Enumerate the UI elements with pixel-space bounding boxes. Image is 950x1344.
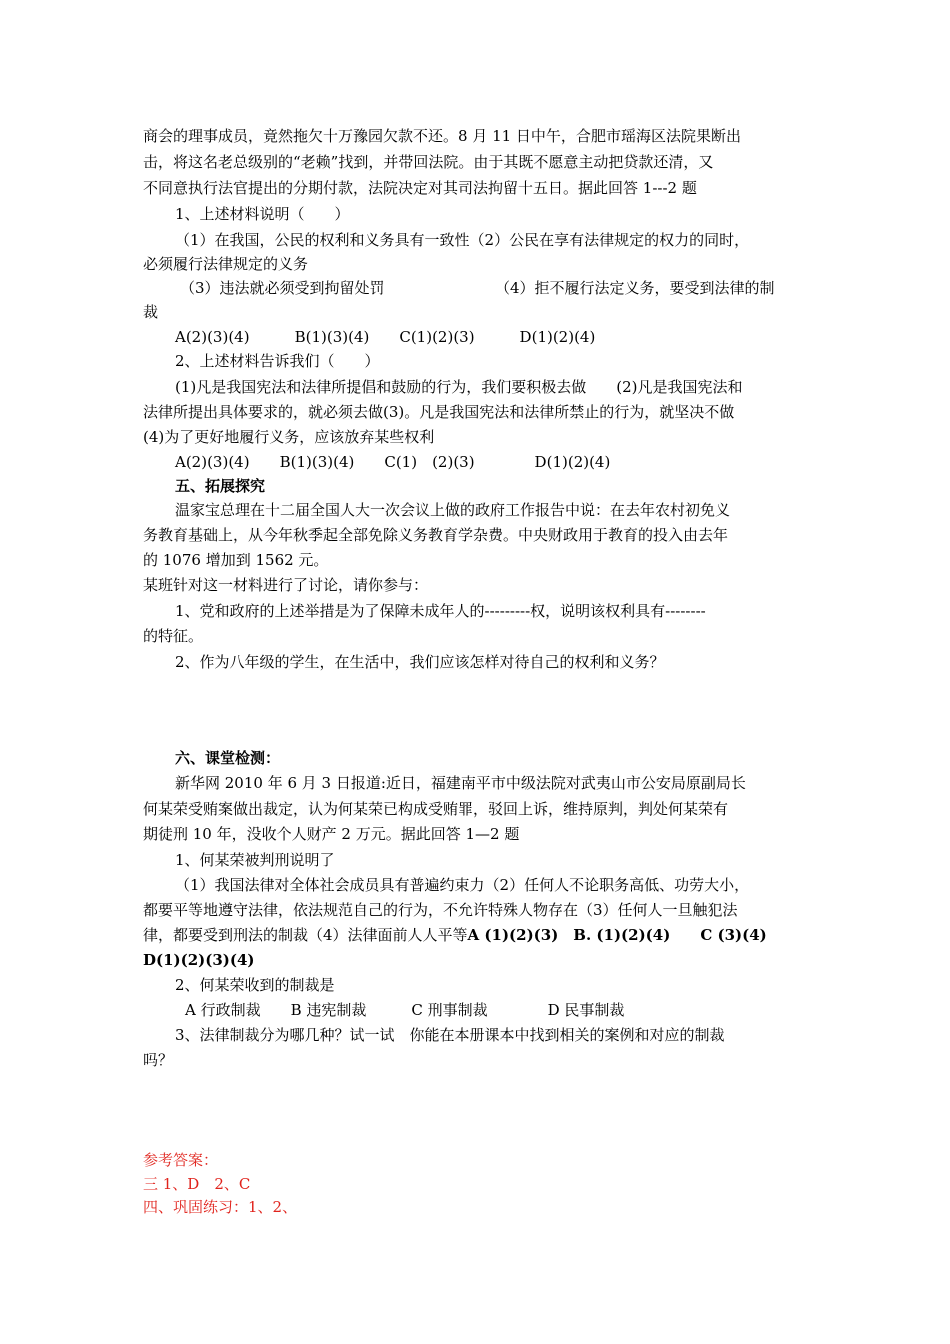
- answers-heading: 参考答案：: [143, 1151, 219, 1169]
- question-1-option-3: （3）违法就必须受到拘留处罚: [180, 279, 385, 297]
- question-2-choices: A(2)(3)(4) B(1)(3)(4) C(1) (2)(3) D(1)(2)(4): [175, 453, 611, 471]
- question-1-option-line-1: （1）在我国，公民的权利和义务具有一致性（2）公民在享有法律规定的权力的同时，: [175, 231, 750, 249]
- question-2-line-2: 法律所提出具体要求的，就必须去做(3)。凡是我国宪法和法律所禁止的行为，就坚决不做: [143, 403, 735, 421]
- question-1-option-line-2: 必须履行法律规定的义务: [143, 255, 309, 273]
- section-5-heading: 五、拓展探究: [175, 477, 266, 495]
- question-1-line-3-choices: A (1)(2)(3) B. (1)(2)(4) C (3)(4): [467, 926, 767, 944]
- section-5-question-2: 2、作为八年级的学生，在生活中，我们应该怎样对待自己的权利和义务？: [175, 653, 665, 671]
- section-5-para-3: 的 1076 增加到 1562 元。: [143, 551, 329, 569]
- question-1-option-4-cont: 裁: [143, 303, 159, 321]
- section-5-para-4: 某班针对这一材料进行了讨论，请你参与：: [143, 576, 429, 594]
- question-2-line-1: (1)凡是我国宪法和法律所提倡和鼓励的行为，我们要积极去做 (2)凡是我国宪法和: [175, 378, 743, 396]
- question-1-choices: A(2)(3)(4) B(1)(3)(4) C(1)(2)(3) D(1)(2)(4): [175, 328, 596, 346]
- section-6-question-2-choices: A 行政制裁 B 违宪制裁 C 刑事制裁 D 民事制裁: [185, 1001, 625, 1019]
- question-1-stem: 1、上述材料说明（ ）: [175, 205, 350, 223]
- section-6-question-1-line-2: 都要平等地遵守法律，依法规范自己的行为，不允许特殊人物存在（3）任何人一旦触犯法: [143, 901, 738, 919]
- question-2-stem: 2、上述材料告诉我们（ ）: [175, 352, 380, 370]
- section-5-para-1: 温家宝总理在十二届全国人大一次会议上做的政府工作报告中说：在去年农村初免义: [175, 501, 731, 519]
- section-5-para-2: 务教育基础上，从今年秋季起全部免除义务教育学杂费。中央财政用于教育的投入由去年: [143, 526, 729, 544]
- answers-line-2: 四、巩固练习：1、2、: [143, 1198, 298, 1216]
- material-line-3: 不同意执行法官提出的分期付款，法院决定对其司法拘留十五日。据此回答 1---2 题: [143, 179, 697, 197]
- section-6-question-2-stem: 2、何某荣收到的制裁是: [175, 976, 335, 994]
- section-6-question-1-line-3: [143, 924, 767, 946]
- section-6-question-3-line-1: 3、法律制裁分为哪几种？试一试 你能在本册课本中找到相关的案例和对应的制裁: [175, 1026, 725, 1044]
- question-2-line-3: (4)为了更好地履行义务，应该放弃某些权利: [143, 428, 435, 446]
- section-6-para-1: 新华网 2010 年 6 月 3 日报道:近日，福建南平市中级法院对武夷山市公安局原副局长: [175, 774, 746, 792]
- section-5-question-1-line-1: 1、党和政府的上述举措是为了保障未成年人的---------权，说明该权利具有--------: [175, 602, 706, 620]
- question-1-line-3-text: 律，都要受到刑法的制裁（4）法律面前人人平等: [143, 926, 468, 944]
- section-6-heading: 六、课堂检测：: [175, 749, 281, 767]
- question-1-option-4: （4）拒不履行法定义务，要受到法律的制: [495, 279, 775, 297]
- section-6-question-1-line-1: （1）我国法律对全体社会成员具有普遍约束力（2）任何人不论职务高低、功劳大小，: [175, 876, 750, 894]
- section-5-question-1-line-2: 的特征。: [143, 627, 204, 645]
- material-line-2: 击，将这名老总级别的“老赖”找到，并带回法院。由于其既不愿意主动把贷款还清，又: [143, 153, 714, 171]
- section-6-question-3-line-2: 吗？: [143, 1051, 174, 1069]
- answers-line-1: 三 1、D 2、C: [143, 1175, 251, 1193]
- section-6-question-1-stem: 1、何某荣被判刑说明了: [175, 851, 335, 869]
- section-6-para-3: 期徒刑 10 年，没收个人财产 2 万元。据此回答 1—2 题: [143, 825, 520, 843]
- section-6-para-2: 何某荣受贿案做出裁定，认为何某荣已构成受贿罪，驳回上诉，维持原判，判处何某荣有: [143, 800, 729, 818]
- material-line-1: 商会的理事成员，竟然拖欠十万豫园欠款不还。8 月 11 日中午，合肥市瑶海区法院果断出: [143, 127, 741, 145]
- section-6-question-1-line-4: D(1)(2)(3)(4): [143, 951, 255, 969]
